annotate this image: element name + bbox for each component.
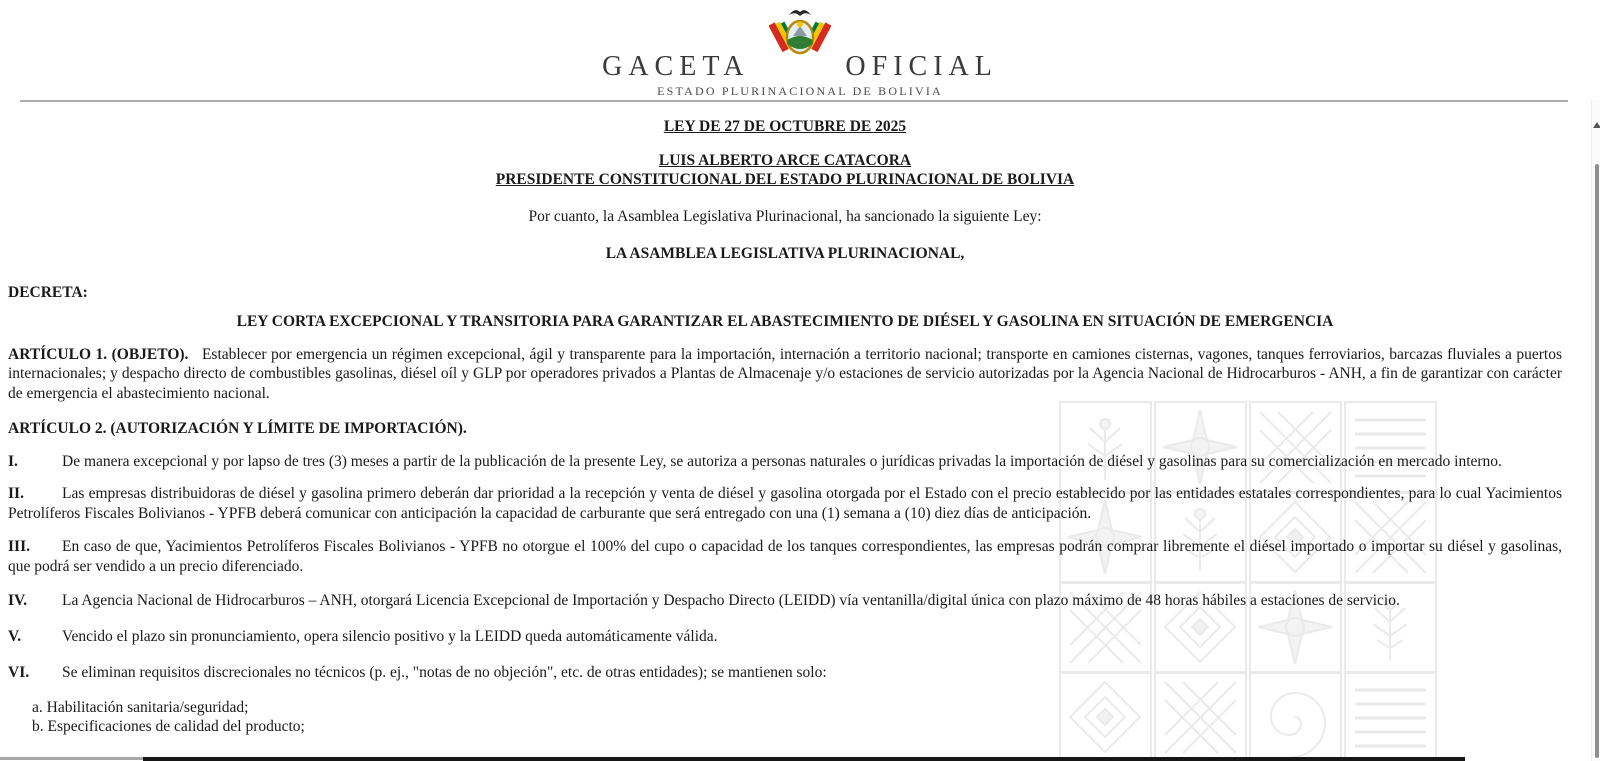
scrollbar-thumb[interactable] [1595, 164, 1599, 758]
masthead-word-oficial: OFICIAL [845, 51, 998, 82]
article-2-heading: ARTÍCULO 2. (AUTORIZACIÓN Y LÍMITE DE IMPORTACIÓN). [8, 420, 467, 437]
bolivia-coat-of-arms-icon [769, 6, 831, 60]
item-text: La Agencia Nacional de Hidrocarburos – ANH, otorgará Licencia Excepcional de Importación y Despacho Directo (LEIDD) vía ventanilla/digital única con plazo máximo de 48 horas hábiles a estaciones de servicio. [62, 592, 1400, 609]
article-2-item-3 [8, 537, 1562, 576]
item-text: Las empresas distribuidoras de diésel y gasolina primero deberán dar prioridad a la recepción y venta de diésel y gasolina otorgada por el Estado con el precio establecido por las entidades estatales correspondientes, para lo cual Yacimientos Petrolíferos Fiscales Bolivianos - YPFB deberá comunicar con anticipación la capacidad de carburante que será entregado con una (1) semana a (10) diez días de anticipación. [8, 485, 1562, 522]
article-2-sub-items [8, 698, 1562, 737]
assembly-line: LA ASAMBLEA LEGISLATIVA PLURINACIONAL, [605, 245, 965, 262]
president-title: PRESIDENTE CONSTITUCIONAL DEL ESTADO PLURINACIONAL DE BOLIVIA [495, 171, 1075, 188]
chevron-up-icon[interactable] [1593, 122, 1600, 128]
bottom-edge-dark-bar [143, 757, 1465, 761]
item-numeral: VI. [8, 664, 30, 681]
header-separator [20, 100, 1568, 102]
article-2-item-4 [8, 591, 1562, 611]
law-title: LEY CORTA EXCEPCIONAL Y TRANSITORIA PARA GARANTIZAR EL ABASTECIMIENTO DE DIÉSEL Y GASOLINA EN SITUACIÓN DE EMERGENCIA [236, 313, 1334, 330]
item-text: En caso de que, Yacimientos Petrolíferos Fiscales Bolivianos - YPFB no otorgue el 100% del cupo o capacidad de los tanques correspondientes, las empresas podrán comprar libremente el diésel importado o importar su diésel y gasolinas, que podrá ser vendido a un precio diferenciado. [8, 538, 1562, 575]
vertical-scrollbar[interactable] [1591, 100, 1600, 761]
article-2-item-5 [8, 627, 1562, 647]
article-2-item-6 [8, 663, 1562, 683]
masthead-subtitle: ESTADO PLURINACIONAL DE BOLIVIA [657, 84, 943, 98]
decree-label: DECRETA: [8, 283, 88, 301]
law-document-body [8, 108, 1562, 737]
sub-item-b: b. Especificaciones de calidad del producto; [32, 718, 305, 735]
article-2-item-2 [8, 484, 1562, 523]
item-numeral: IV. [8, 592, 28, 609]
masthead [0, 0, 1600, 97]
item-text: Se eliminan requisitos discrecionales no técnicos (p. ej., "notas de no objeción", etc. de otras entidades); se mantienen solo: [62, 664, 827, 681]
article-1-body: Establecer por emergencia un régimen excepcional, ágil y transparente para la importación, internación a territorio nacional; transporte en camiones cisternas, vagones, tanques ferroviarios, barcazas fluviales a puertos internacionales; y despacho directo de combustibles gasolinas, diésel oíl y GLP por operadores privados a Plantas de Almacenaje y/o estaciones de servicio autorizadas por la Agencia Nacional de Hidrocarburos - ANH, a fin de garantizar con carácter de emergencia el abastecimiento nacional. [8, 345, 1563, 402]
item-numeral: III. [8, 538, 30, 555]
item-text: De manera excepcional y por lapso de tres (3) meses a partir de la publicación de la presente Ley, se autoriza a personas naturales o jurídicas privadas la importación de diésel y gasolinas para su comercialización en mercado interno. [62, 452, 1502, 470]
item-numeral: II. [8, 485, 24, 502]
article-1 [8, 345, 1562, 404]
president-name: LUIS ALBERTO ARCE CATACORA [658, 151, 912, 169]
item-numeral: V. [8, 627, 22, 645]
law-date-title: LEY DE 27 DE OCTUBRE DE 2025 [663, 118, 907, 135]
bottom-edge-gray-bar [0, 757, 143, 760]
masthead-word-gaceta: GACETA [602, 51, 750, 82]
item-numeral: I. [8, 452, 18, 470]
item-text: Vencido el plazo sin pronunciamiento, opera silencio positivo y la LEIDD queda automáticamente válida. [62, 627, 718, 645]
preamble: Por cuanto, la Asamblea Legislativa Plurinacional, ha sancionado la siguiente Ley: [528, 207, 1042, 225]
article-2-item-1 [8, 452, 1562, 472]
article-1-heading: ARTÍCULO 1. (OBJETO). [8, 345, 189, 363]
sub-item-a: a. Habilitación sanitaria/seguridad; [32, 698, 249, 716]
